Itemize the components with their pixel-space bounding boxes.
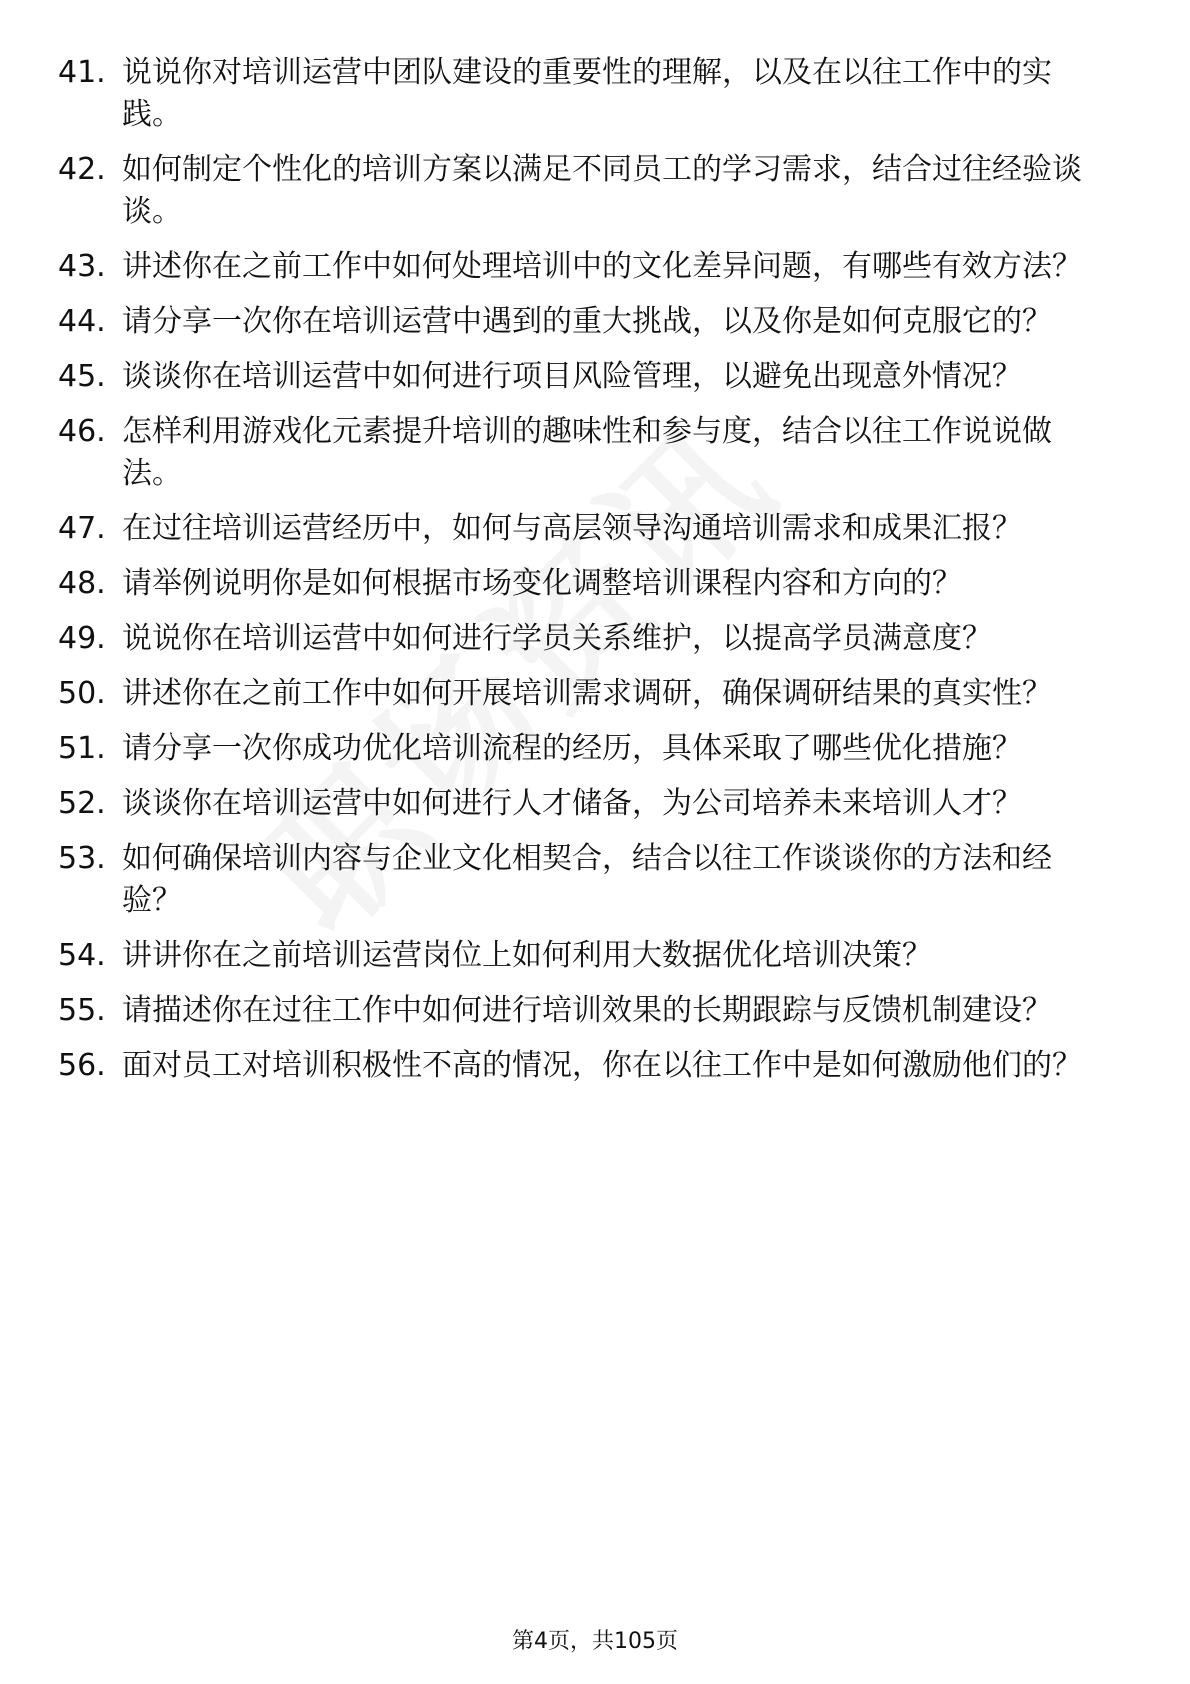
list-item xyxy=(58,673,1098,715)
question-text: 请分享一次你在培训运营中遇到的重大挑战，以及你是如何克服它的？ xyxy=(122,304,1052,339)
question-number: 47. xyxy=(58,511,106,546)
list-item xyxy=(58,728,1098,770)
list-item xyxy=(58,52,1098,136)
question-number: 52. xyxy=(58,786,106,821)
question-text: 谈谈你在培训运营中如何进行项目风险管理，以避免出现意外情况？ xyxy=(122,359,1022,394)
list-item xyxy=(58,149,1098,233)
list-item xyxy=(58,508,1098,550)
page-number: 第4页，共105页 xyxy=(512,1629,678,1654)
list-item xyxy=(58,411,1098,495)
list-item xyxy=(58,563,1098,605)
list-item xyxy=(58,990,1098,1032)
question-text: 如何确保培训内容与企业文化相契合，结合以往工作谈谈你的方法和经验？ xyxy=(122,841,1052,918)
question-number: 50. xyxy=(58,676,106,711)
list-item xyxy=(58,838,1098,922)
question-text: 请分享一次你成功优化培训流程的经历，具体采取了哪些优化措施？ xyxy=(122,731,1022,766)
list-item xyxy=(58,301,1098,343)
list-item xyxy=(58,783,1098,825)
list-item xyxy=(58,935,1098,977)
question-text: 谈谈你在培训运营中如何进行人才储备，为公司培养未来培训人才？ xyxy=(122,786,1022,821)
question-text: 讲述你在之前工作中如何开展培训需求调研，确保调研结果的真实性？ xyxy=(122,676,1052,711)
question-number: 51. xyxy=(58,731,106,766)
question-text: 请描述你在过往工作中如何进行培训效果的长期跟踪与反馈机制建设？ xyxy=(122,993,1052,1028)
question-text: 如何制定个性化的培训方案以满足不同员工的学习需求，结合过往经验谈谈。 xyxy=(122,152,1082,229)
question-number: 55. xyxy=(58,993,106,1028)
question-number: 48. xyxy=(58,566,106,601)
question-number: 44. xyxy=(58,304,106,339)
question-text: 怎样利用游戏化元素提升培训的趣味性和参与度，结合以往工作说说做法。 xyxy=(122,414,1052,491)
list-item xyxy=(58,618,1098,660)
question-number: 42. xyxy=(58,152,106,187)
question-text: 说说你对培训运营中团队建设的重要性的理解，以及在以往工作中的实践。 xyxy=(122,55,1052,132)
question-text: 在过往培训运营经历中，如何与高层领导沟通培训需求和成果汇报？ xyxy=(122,511,1022,546)
question-number: 53. xyxy=(58,841,106,876)
question-text: 请举例说明你是如何根据市场变化调整培训课程内容和方向的？ xyxy=(122,566,962,601)
question-number: 41. xyxy=(58,55,106,90)
question-text: 说说你在培训运营中如何进行学员关系维护，以提高学员满意度？ xyxy=(122,621,992,656)
question-list xyxy=(58,52,1098,1100)
question-number: 43. xyxy=(58,249,106,284)
list-item xyxy=(58,1045,1098,1087)
question-text: 讲述你在之前工作中如何处理培训中的文化差异问题，有哪些有效方法？ xyxy=(122,249,1082,284)
list-item xyxy=(58,246,1098,288)
question-number: 56. xyxy=(58,1048,106,1083)
list-item xyxy=(58,356,1098,398)
question-text: 讲讲你在之前培训运营岗位上如何利用大数据优化培训决策？ xyxy=(122,938,932,973)
question-number: 45. xyxy=(58,359,106,394)
question-text: 面对员工对培训积极性不高的情况，你在以往工作中是如何激励他们的？ xyxy=(122,1048,1082,1083)
question-number: 46. xyxy=(58,414,106,449)
question-number: 49. xyxy=(58,621,106,656)
question-number: 54. xyxy=(58,938,106,973)
